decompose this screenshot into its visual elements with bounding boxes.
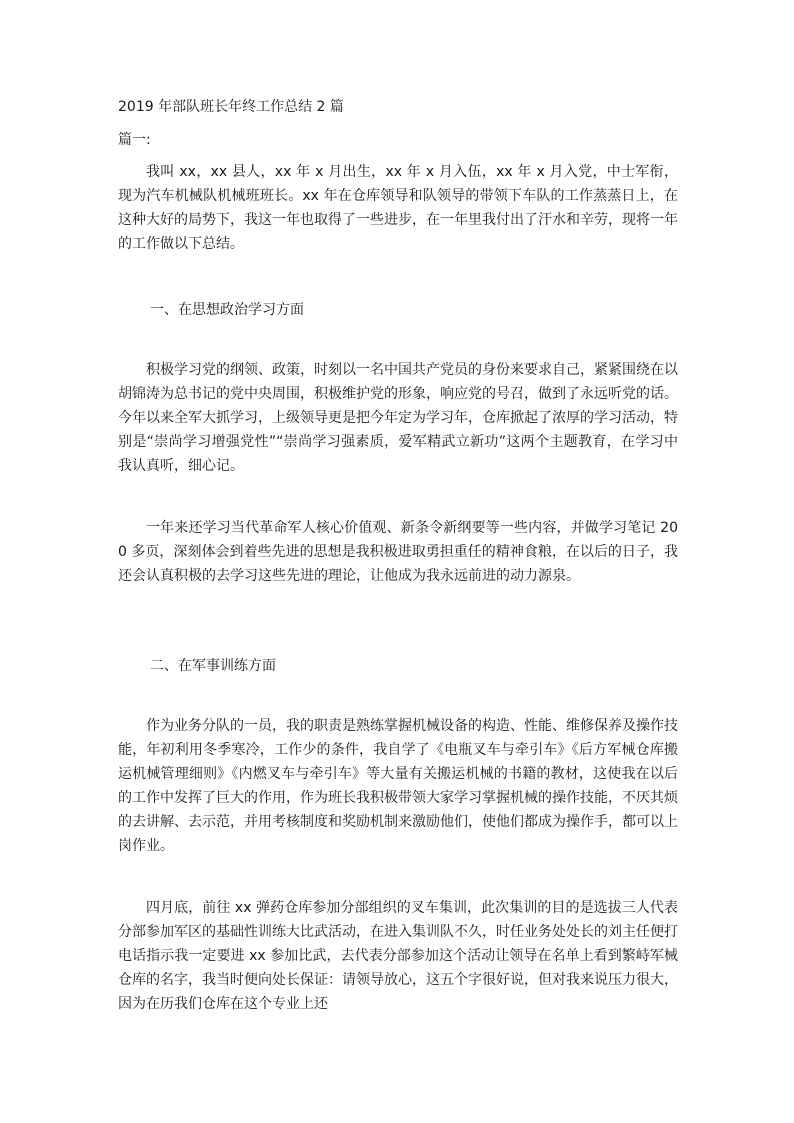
training-paragraph: 作为业务分队的一员，我的职责是熟练掌握机械设备的构造、性能、维修保养及操作技能，年初利用冬季寒冷，工作少的条件，我自学了《电瓶叉车与牵引车》《后方军械仓库搬运机械管理细则》《内燃叉车与牵引车》等大量有关搬运机械的书籍的教材，这使我在以后的工作中发挥了巨大的作用，作为班长我积极带领大家学习掌握机械的操作技能，不厌其烦的去讲解、去示范，并用考核制度和奖励机制来激励他们，使他们都成为操作手，都可以上岗作业。: [118, 718, 678, 854]
learning-paragraph: 一年来还学习当代革命军人核心价值观、新条令新纲要等一些内容，并做学习笔记 200 多页，深刻体会到着些先进的思想是我积极进取勇担重任的精神食粮，在以后的日子，我还会认真积极的去学习这些先进的理论，让他成为我永远前进的动力源泉。: [118, 520, 678, 584]
part-label: 篇一:: [118, 132, 151, 148]
section-heading-military-training: 二、在军事训练方面: [150, 658, 276, 674]
forklift-training-paragraph: 四月底，前往 xx 弹药仓库参加分部组织的叉车集训，此次集训的目的是选拔三人代表分部参加军区的基础性训练大比武活动，在进入集训队不久，时任业务处处长的刘主任便打电话指示我一定要进 xx 参加比武，去代表分部参加这个活动让领导在名单上看到繁峙军械仓库的名字，我当时便向处长保证：请领导放心，这五个字很好说，但对我来说压力很大，因为在历我们仓库在这个专业上还: [118, 900, 678, 1012]
document-title: 2019 年部队班长年终工作总结 2 篇: [118, 99, 344, 115]
intro-paragraph: 我叫 xx，xx 县人，xx 年 x 月出生，xx 年 x 月入伍，xx 年 x 月入党，中士军衔，现为汽车机械队机械班班长。xx 年在仓库领导和队领导的带领下车队的工作蒸蒸日上，在这种大好的局势下，我这一年也取得了一些进步，在一年里我付出了汗水和辛劳，现将一年的工作做以下总结。: [118, 164, 678, 252]
section-heading-political-study: 一、在思想政治学习方面: [150, 302, 304, 318]
political-study-paragraph: 积极学习党的纲领、政策，时刻以一名中国共产党员的身份来要求自己，紧紧围绕在以胡锦涛为总书记的党中央周围，积极维护党的形象，响应党的号召，做到了永远听党的话。今年以来全军大抓学习，上级领导更是把今年定为学习年，仓库掀起了浓厚的学习活动，特别是“崇尚学习增强党性”“崇尚学习强素质，爱军精武立新功”这两个主题教育，在学习中我认真听，细心记。: [118, 362, 678, 474]
